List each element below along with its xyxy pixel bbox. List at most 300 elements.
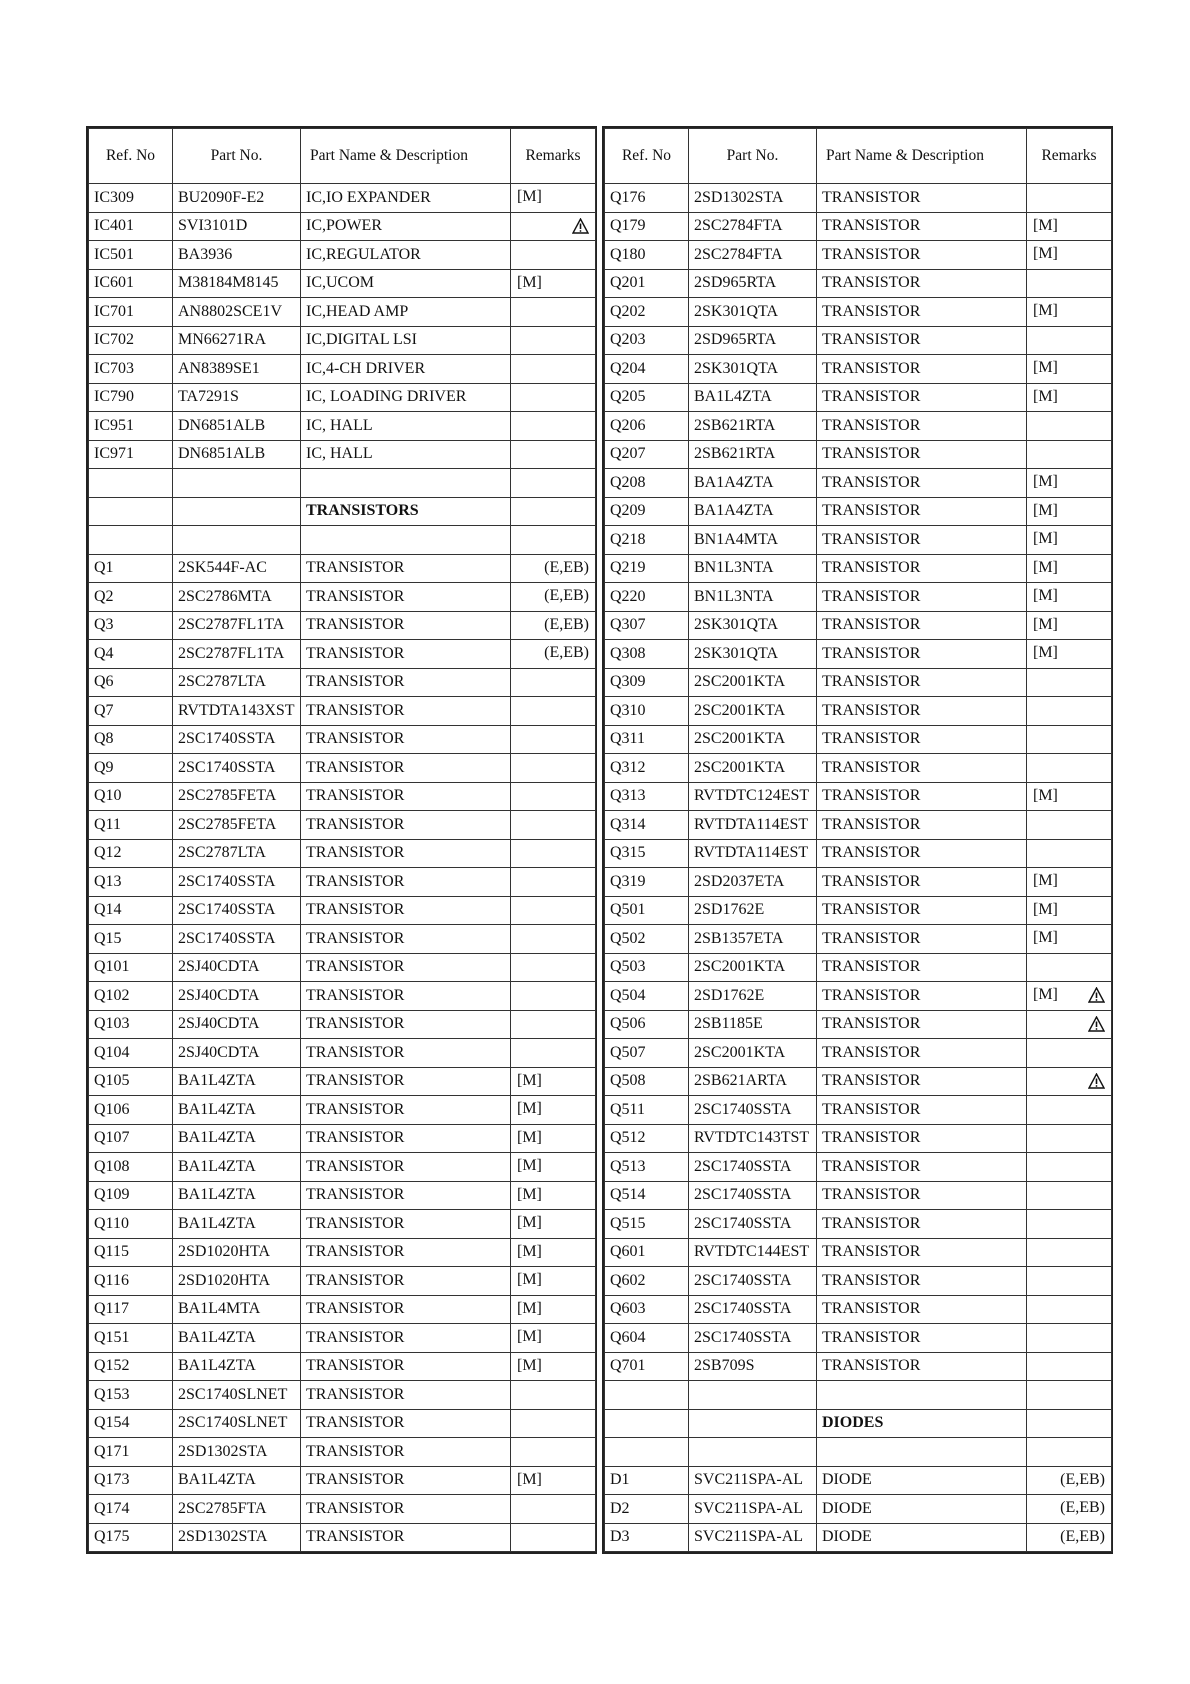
description-cell: TRANSISTOR [817,469,1027,498]
table-row [605,1210,1112,1239]
part-no-cell: 2SD1020HTA [173,1238,301,1267]
table-row [89,241,596,270]
part-no-cell: 2SC2001KTA [689,668,817,697]
ref-cell: Q9 [89,754,173,783]
remarks-cell [511,1523,596,1552]
description-cell: TRANSISTOR [817,1153,1027,1182]
part-no-cell: BA1A4ZTA [689,497,817,526]
description-cell: IC,4-CH DRIVER [301,355,511,384]
table-row [605,497,1112,526]
ref-cell: IC309 [89,184,173,213]
part-no-cell: BA1L4ZTA [173,1466,301,1495]
description-cell: TRANSISTOR [817,1010,1027,1039]
table-row [89,1181,596,1210]
description-cell: TRANSISTOR [817,298,1027,327]
ref-cell: Q175 [89,1523,173,1552]
table-row [89,839,596,868]
table-row [605,1238,1112,1267]
part-no-cell: 2SK301QTA [689,298,817,327]
part-no-cell: 2SC1740SSTA [173,754,301,783]
description-cell: TRANSISTOR [301,754,511,783]
remarks-cell [1027,469,1112,498]
description-cell: TRANSISTOR [301,1210,511,1239]
description-cell: TRANSISTOR [301,554,511,583]
ref-cell [89,526,173,555]
description-cell: TRANSISTOR [301,896,511,925]
header-part-name: Part Name & Description [817,129,1027,184]
part-no-cell: BN1L3NTA [689,554,817,583]
description-cell: TRANSISTOR [817,1181,1027,1210]
remarks-cell [1027,868,1112,897]
description-cell: TRANSISTOR [301,782,511,811]
part-no-cell: 2SC1740SSTA [689,1210,817,1239]
table-row [605,383,1112,412]
description-cell: TRANSISTOR [817,640,1027,669]
remarks-text: (E,EB) [544,558,589,576]
ref-cell: Q6 [89,668,173,697]
remarks-cell [1027,212,1112,241]
table-row [89,611,596,640]
ref-cell: Q511 [605,1096,689,1125]
table-row [89,412,596,441]
remarks-cell [1027,811,1112,840]
table-row [89,355,596,384]
remarks-cell [511,754,596,783]
table-row [89,383,596,412]
remarks-cell [1027,326,1112,355]
ref-cell: Q204 [605,355,689,384]
ref-cell: Q171 [89,1438,173,1467]
ref-cell: Q501 [605,896,689,925]
remarks-cell [1027,925,1112,954]
ref-cell: D3 [605,1523,689,1552]
table-row [605,1181,1112,1210]
description-cell: TRANSISTOR [817,269,1027,298]
table-row [89,1067,596,1096]
description-cell: TRANSISTOR [301,811,511,840]
remarks-cell [511,1039,596,1068]
part-no-cell: 2SC1740SSTA [689,1153,817,1182]
part-no-cell: 2SJ40CDTA [173,1010,301,1039]
part-no-cell: BA1L4ZTA [173,1124,301,1153]
remarks-cell [511,896,596,925]
description-cell: TRANSISTOR [301,1409,511,1438]
remarks-cell [511,811,596,840]
table-row [605,754,1112,783]
ref-cell: Q11 [89,811,173,840]
table-row [605,953,1112,982]
remarks-cell [1027,355,1112,384]
part-no-cell: MN66271RA [173,326,301,355]
ref-cell: Q604 [605,1324,689,1353]
remarks-cell [511,241,596,270]
description-cell: TRANSISTOR [817,925,1027,954]
table-row [89,1267,596,1296]
part-no-cell: 2SD1020HTA [173,1267,301,1296]
remarks-cell [1027,1039,1112,1068]
remarks-text: [M] [1033,216,1058,234]
part-no-cell: 2SC1740SSTA [689,1181,817,1210]
remarks-cell [1027,725,1112,754]
part-no-cell: BA1A4ZTA [689,469,817,498]
part-no-cell: BA1L4ZTA [173,1181,301,1210]
table-row [605,269,1112,298]
description-cell: IC,UCOM [301,269,511,298]
ref-cell: Q12 [89,839,173,868]
description-cell: TRANSISTOR [301,982,511,1011]
ref-cell: Q207 [605,440,689,469]
part-no-cell: 2SC2001KTA [689,1039,817,1068]
description-cell: TRANSISTOR [817,982,1027,1011]
remarks-cell [511,839,596,868]
table-row [89,782,596,811]
part-no-cell: SVC211SPA-AL [689,1495,817,1524]
remarks-cell [511,526,596,555]
remarks-cell [511,269,596,298]
table-row [89,1010,596,1039]
table-row [89,896,596,925]
ref-cell: Q513 [605,1153,689,1182]
remarks-text: [M] [517,273,542,291]
ref-cell: Q218 [605,526,689,555]
part-no-cell: BU2090F-E2 [173,184,301,213]
part-no-cell: 2SD965RTA [689,269,817,298]
description-cell: TRANSISTOR [817,1238,1027,1267]
ref-cell: Q174 [89,1495,173,1524]
remarks-cell [511,1409,596,1438]
ref-cell: Q117 [89,1295,173,1324]
remarks-text: [M] [1033,501,1058,519]
part-no-cell: 2SD1302STA [173,1438,301,1467]
table-row [605,811,1112,840]
remarks-cell [511,326,596,355]
description-cell [301,526,511,555]
remarks-text: [M] [517,1157,542,1174]
section-row [89,497,596,526]
part-no-cell: 2SC2787LTA [173,668,301,697]
table-row [605,1039,1112,1068]
ref-cell [89,469,173,498]
part-no-cell: 2SC2785FTA [173,1495,301,1524]
table-header-row [605,129,1112,184]
part-no-cell: M38184M8145 [173,269,301,298]
description-cell: TRANSISTOR [301,839,511,868]
ref-cell: Q102 [89,982,173,1011]
description-cell: TRANSISTOR [817,1352,1027,1381]
part-no-cell: 2SD965RTA [689,326,817,355]
part-no-cell: 2SC1740SLNET [173,1409,301,1438]
remarks-text: [M] [517,1214,542,1231]
part-no-cell: 2SC2784FTA [689,212,817,241]
ref-cell: Q8 [89,725,173,754]
description-cell: TRANSISTOR [301,1466,511,1495]
remarks-cell [511,1124,596,1153]
description-cell: TRANSISTOR [301,1438,511,1467]
table-row [89,469,596,498]
description-cell: TRANSISTOR [301,611,511,640]
remarks-cell [511,440,596,469]
description-cell: TRANSISTOR [301,1010,511,1039]
description-cell: TRANSISTOR [817,697,1027,726]
ref-cell: Q105 [89,1067,173,1096]
part-no-cell: SVC211SPA-AL [689,1523,817,1552]
description-cell: TRANSISTOR [301,1096,511,1125]
ref-cell: Q1 [89,554,173,583]
part-no-cell [689,1381,817,1410]
ref-cell: Q504 [605,982,689,1011]
description-cell: TRANSISTOR [817,326,1027,355]
description-cell: TRANSISTOR [817,839,1027,868]
table-row [605,668,1112,697]
ref-cell: Q503 [605,953,689,982]
ref-cell: Q602 [605,1267,689,1296]
part-no-cell: 2SC2001KTA [689,725,817,754]
ref-cell: IC501 [89,241,173,270]
table-row [605,1153,1112,1182]
remarks-text: (E,EB) [544,587,589,604]
part-no-cell: 2SC2787LTA [173,839,301,868]
remarks-text: [M] [517,1185,542,1203]
remarks-cell [1027,697,1112,726]
description-cell: DIODES [817,1409,1027,1438]
remarks-cell [511,953,596,982]
remarks-cell [1027,298,1112,327]
remarks-text: [M] [1033,786,1058,804]
ref-cell: Q2 [89,583,173,612]
description-cell [301,469,511,498]
remarks-text: [M] [517,188,542,205]
remarks-cell [1027,1495,1112,1524]
remarks-cell [1027,782,1112,811]
description-cell [817,1381,1027,1410]
remarks-cell [1027,1238,1112,1267]
ref-cell: Q311 [605,725,689,754]
part-no-cell: 2SC2785FETA [173,782,301,811]
remarks-cell [511,184,596,213]
part-no-cell: RVTDTC144EST [689,1238,817,1267]
part-no-cell: BA1L4ZTA [173,1096,301,1125]
part-no-cell: RVTDTC124EST [689,782,817,811]
table-row [605,1067,1112,1096]
description-cell: TRANSISTOR [301,1181,511,1210]
remarks-cell [511,611,596,640]
remarks-cell [1027,554,1112,583]
ref-cell: Q512 [605,1124,689,1153]
ref-cell: Q312 [605,754,689,783]
remarks-text: [M] [1033,872,1058,889]
description-cell: TRANSISTOR [301,953,511,982]
description-cell: TRANSISTOR [817,611,1027,640]
table-row [605,1495,1112,1524]
part-no-cell: TA7291S [173,383,301,412]
description-cell: TRANSISTOR [817,1295,1027,1324]
table-row [89,1495,596,1524]
ref-cell: Q116 [89,1267,173,1296]
description-cell: TRANSISTOR [301,925,511,954]
remarks-cell [1027,640,1112,669]
table-row [89,1324,596,1353]
remarks-cell [511,668,596,697]
part-no-cell: 2SC1740SSTA [689,1267,817,1296]
ref-cell: IC971 [89,440,173,469]
ref-cell: Q603 [605,1295,689,1324]
remarks-text: [M] [517,1271,542,1288]
part-no-cell: 2SB709S [689,1352,817,1381]
remarks-cell [1027,1324,1112,1353]
part-no-cell: AN8802SCE1V [173,298,301,327]
description-cell: IC,POWER [301,212,511,241]
remarks-cell [1027,1010,1112,1039]
description-cell: TRANSISTOR [301,583,511,612]
ref-cell: Q307 [605,611,689,640]
table-row [89,440,596,469]
ref-cell: Q206 [605,412,689,441]
ref-cell: Q151 [89,1324,173,1353]
table-row [605,440,1112,469]
part-no-cell: 2SC1740SSTA [173,725,301,754]
ref-cell [605,1381,689,1410]
remarks-cell [1027,1124,1112,1153]
table-row [605,212,1112,241]
description-cell: IC,HEAD AMP [301,298,511,327]
ref-cell: IC703 [89,355,173,384]
table-row [605,925,1112,954]
parts-table-body [605,184,1112,1552]
table-row [89,668,596,697]
remarks-text: [M] [1033,245,1058,262]
remarks-cell [1027,1181,1112,1210]
remarks-text: (E,EB) [544,644,589,661]
ref-cell: Q176 [605,184,689,213]
remarks-cell [1027,583,1112,612]
remarks-cell [511,697,596,726]
table-header-row [89,129,596,184]
description-cell: TRANSISTOR [301,1381,511,1410]
part-no-cell: 2SK544F-AC [173,554,301,583]
remarks-text: [M] [1033,387,1058,405]
description-cell: TRANSISTOR [817,668,1027,697]
ref-cell: Q315 [605,839,689,868]
ref-cell [89,497,173,526]
table-row [605,1295,1112,1324]
description-cell: TRANSISTOR [817,355,1027,384]
description-cell: IC,IO EXPANDER [301,184,511,213]
table-row [89,640,596,669]
table-row [89,754,596,783]
table-row [605,184,1112,213]
parts-table-right [602,126,1113,1554]
description-cell: TRANSISTOR [817,184,1027,213]
remarks-cell [511,982,596,1011]
table-row [605,1381,1112,1410]
remarks-cell [1027,269,1112,298]
table-row [605,1267,1112,1296]
part-no-cell: 2SD2037ETA [689,868,817,897]
remarks-cell [511,469,596,498]
ref-cell: Q508 [605,1067,689,1096]
ref-cell: IC702 [89,326,173,355]
remarks-text: [M] [517,1356,542,1374]
table-row [89,1381,596,1410]
description-cell: TRANSISTOR [817,1124,1027,1153]
part-no-cell: 2SB621RTA [689,412,817,441]
header-part-no: Part No. [173,129,301,184]
remarks-cell [511,1067,596,1096]
ref-cell: Q4 [89,640,173,669]
part-no-cell [173,469,301,498]
description-cell: TRANSISTOR [301,640,511,669]
remarks-cell [511,1381,596,1410]
table-row [89,697,596,726]
part-no-cell: 2SK301QTA [689,355,817,384]
remarks-text: (E,EB) [1060,1499,1105,1516]
ref-cell: Q203 [605,326,689,355]
remarks-cell [1027,184,1112,213]
table-row [89,1124,596,1153]
description-cell: TRANSISTOR [817,782,1027,811]
part-no-cell: BA3936 [173,241,301,270]
description-cell: TRANSISTOR [817,953,1027,982]
remarks-cell [511,497,596,526]
remarks-cell [1027,982,1112,1011]
table-row [89,725,596,754]
remarks-cell [1027,1153,1112,1182]
header-part-no: Part No. [689,129,817,184]
remarks-text: (E,EB) [1060,1470,1105,1488]
description-cell: TRANSISTOR [817,1210,1027,1239]
table-row [605,469,1112,498]
part-no-cell: 2SC2786MTA [173,583,301,612]
table-row [605,1352,1112,1381]
part-no-cell: 2SB621ARTA [689,1067,817,1096]
description-cell: IC,REGULATOR [301,241,511,270]
header-ref-no: Ref. No [605,129,689,184]
remarks-cell [511,640,596,669]
table-row [89,1523,596,1552]
description-cell: TRANSISTOR [817,1324,1027,1353]
ref-cell: Q502 [605,925,689,954]
description-cell: TRANSISTOR [817,241,1027,270]
remarks-cell [511,1466,596,1495]
description-cell: TRANSISTORS [301,497,511,526]
section-row [605,1409,1112,1438]
part-no-cell: BA1L4ZTA [173,1153,301,1182]
ref-cell: Q115 [89,1238,173,1267]
part-no-cell: 2SB621RTA [689,440,817,469]
description-cell [817,1438,1027,1467]
part-no-cell: 2SJ40CDTA [173,982,301,1011]
part-no-cell: 2SC2785FETA [173,811,301,840]
table-row [89,1295,596,1324]
part-no-cell: 2SC1740SLNET [173,1381,301,1410]
remarks-cell [1027,440,1112,469]
remarks-text: (E,EB) [544,615,589,633]
header-remarks: Remarks [1027,129,1112,184]
remarks-text: [M] [1033,644,1058,661]
remarks-cell [1027,611,1112,640]
part-no-cell: RVTDTC143TST [689,1124,817,1153]
description-cell: TRANSISTOR [817,868,1027,897]
remarks-cell [511,1267,596,1296]
description-cell: TRANSISTOR [301,1238,511,1267]
ref-cell: Q153 [89,1381,173,1410]
remarks-cell [1027,1267,1112,1296]
remarks-text: [M] [517,1100,542,1117]
remarks-cell [511,1010,596,1039]
remarks-cell [511,1096,596,1125]
part-no-cell: 2SK301QTA [689,640,817,669]
remarks-cell [511,868,596,897]
